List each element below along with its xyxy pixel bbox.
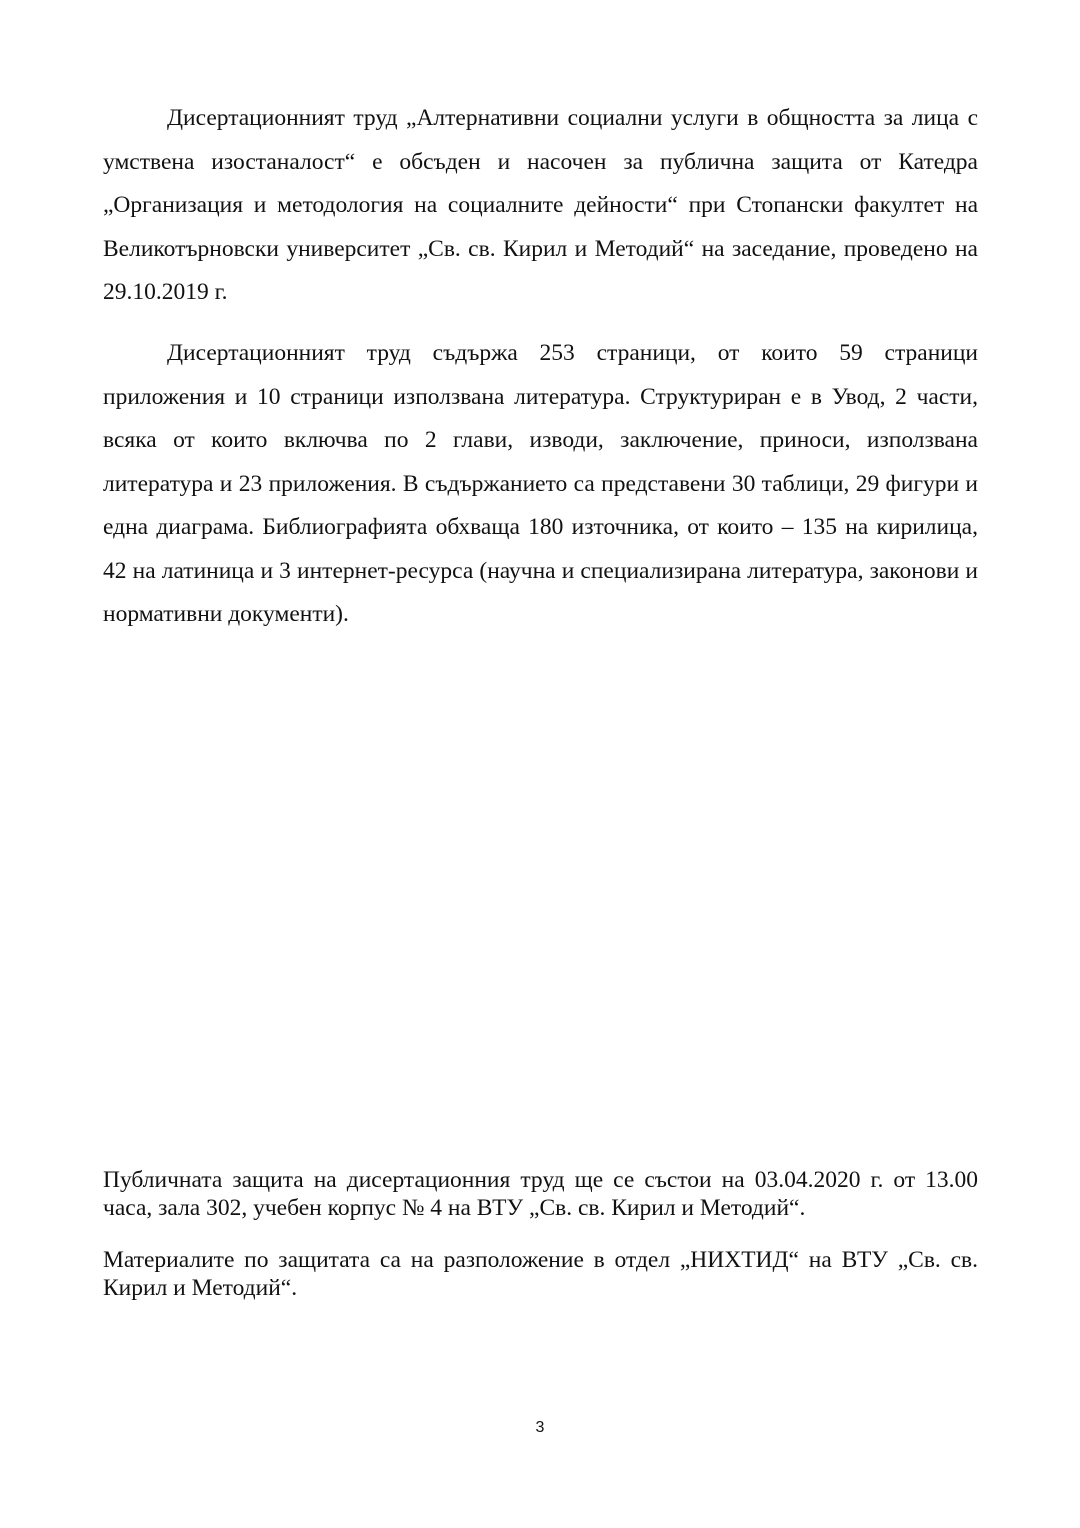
page-number: 3 xyxy=(535,1419,545,1436)
public-defense-notice: Публичната защита на дисертационния труд ще се състои на 03.04.2020 г. от 13.00 часа, зала 302, учебен корпус № 4 на ВТУ „Св. св. Кирил и Методий“. xyxy=(103,1167,978,1221)
materials-availability-notice: Материалите по защитата са на разположение в отдел „НИХТИД“ на ВТУ „Св. св. Кирил и Методий“. xyxy=(103,1247,978,1301)
dissertation-structure-paragraph: Дисертационният труд съдържа 253 страници, от които 59 страници приложения и 10 страници използвана литература. Структуриран е в Увод, 2 части, всяка от които включва по 2 глави, изводи, заключение, приноси, използвана литература и 23 приложения. В съдържанието са представени 30 таблици, 29 фигури и една диаграма. Библиографията обхваща 180 източника, от които – 135 на кирилица, 42 на латиница и 3 интернет-ресурса (научна и специализирана литература, законови и нормативни документи). xyxy=(103,340,978,627)
dissertation-discussion-paragraph: Дисертационният труд „Алтернативни социални услуги в общността за лица с умствена изостаналост“ е обсъден и насочен за публична защита от Катедра „Организация и методология на социалните дейности“ при Стопански факултет на Великотърновски университет „Св. св. Кирил и Методий“ на заседание, проведено на 29.10.2019 г. xyxy=(103,105,978,305)
